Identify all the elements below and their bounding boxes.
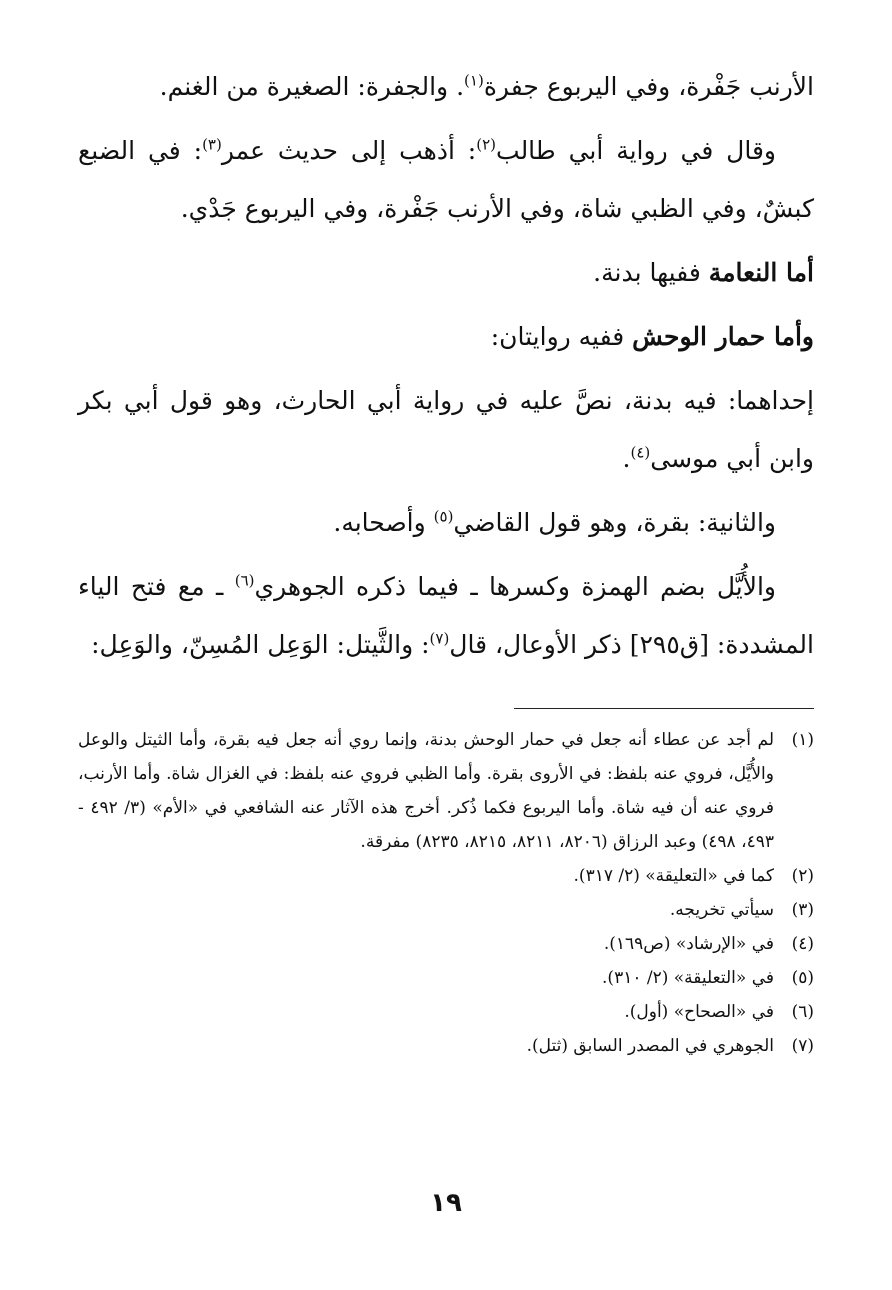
footnote-5 [78, 961, 814, 995]
footnote-3 [78, 893, 814, 927]
footnote-text: سيأتي تخريجه. [669, 900, 774, 920]
bold-heading: وأما حمار الوحش [632, 322, 814, 351]
text: : والثَّيتل: الوَعِل المُسِنّ، والوَعِل: [91, 630, 430, 659]
paragraph-7 [78, 558, 814, 674]
text: ففيه روايتان: [490, 322, 633, 351]
page-number: ١٩ [430, 1188, 462, 1218]
footnote-number: (٢) [791, 866, 814, 886]
footnotes [78, 723, 814, 1063]
footnote-ref-4[interactable]: (٤) [630, 443, 651, 462]
text: . والجفرة: الصغيرة من الغنم. [159, 72, 465, 101]
footnote-4 [78, 927, 814, 961]
paragraph-5 [78, 372, 814, 488]
footnote-number: (١) [791, 730, 814, 750]
footnote-1 [78, 723, 814, 859]
paragraph-3 [78, 244, 814, 302]
footnote-2 [78, 859, 814, 893]
footnote-ref-2[interactable]: (٢) [476, 135, 497, 154]
text: : أذهب إلى حديث عمر [221, 136, 477, 165]
text: ففيها بدنة. [593, 258, 709, 287]
footnote-number: (٧) [791, 1036, 814, 1056]
paragraph-4 [78, 308, 814, 366]
paragraph-2 [78, 122, 814, 238]
text: إحداهما: فيه بدنة، نصَّ عليه في رواية أبي الحارث، وهو قول أبي بكر وابن أبي موسى [78, 386, 814, 473]
footnote-number: (٥) [791, 968, 814, 988]
footnote-ref-1[interactable]: (١) [464, 71, 484, 90]
footnote-ref-7[interactable]: (٧) [429, 629, 450, 648]
footnote-text: الجوهري في المصدر السابق (ثتل). [526, 1036, 774, 1056]
footnote-6 [78, 995, 814, 1029]
footnote-text: في «الإرشاد» (ص١٦٩). [603, 934, 774, 954]
paragraph-6 [78, 494, 814, 552]
footnote-ref-5[interactable]: (٥) [433, 507, 454, 526]
footnote-number: (٦) [791, 1002, 814, 1022]
text: : في الضبع كبشٌ، وفي الظبي شاة، وفي الأرنب جَفْرة، وفي اليربوع جَدْي. [78, 136, 814, 223]
bold-heading: أما النعامة [708, 258, 814, 287]
footnote-text: في «التعليقة» (٢/ ٣١٠). [602, 968, 774, 988]
paragraph-1 [78, 58, 814, 116]
text: وأصحابه. [333, 508, 434, 537]
text: وقال في رواية أبي طالب [496, 136, 776, 165]
text: . [622, 444, 631, 473]
text: والأُيَّل بضم الهمزة وكسرها ـ فيما ذكره الجوهري [254, 572, 776, 601]
footnote-text: في «الصحاح» (أول). [624, 1002, 774, 1022]
footnote-text: كما في «التعليقة» (٢/ ٣١٧). [573, 866, 774, 886]
text: الأرنب جَفْرة، وفي اليربوع جفرة [483, 72, 814, 101]
text: والثانية: بقرة، وهو قول القاضي [453, 508, 776, 537]
footnote-number: (٣) [791, 900, 814, 920]
main-text [78, 58, 814, 674]
footnote-number: (٤) [791, 934, 814, 954]
footnote-separator [514, 708, 814, 709]
text: ـ مع فتح الياء المشددة: [ق٢٩٥] ذكر الأوعال، قال [78, 572, 814, 659]
footnote-text: لم أجد عن عطاء أنه جعل في حمار الوحش بدنة، وإنما روي أنه جعل فيه بقرة، وأما الثيتل والوعل والأُيَّل، فروي عنه بلفظ: في الأروى بقرة. وأما الظبي فروي عنه بلفظ: في الغزال شاة. وأما الأرنب، فروي عنه أن فيه شاة. وأما اليربوع فكما ذُكر. أخرج هذه الآثار عنه الشافعي في «الأم» (٣/ ٤٩٢ - ٤٩٣، ٤٩٨) وعبد الرزاق (٨٢٠٦، ٨٢١١، ٨٢١٥، ٨٢٣٥) مفرقة. [78, 730, 775, 852]
footnote-ref-3[interactable]: (٣) [202, 135, 222, 154]
footnote-7 [78, 1029, 814, 1063]
footnote-ref-6[interactable]: (٦) [234, 571, 255, 590]
